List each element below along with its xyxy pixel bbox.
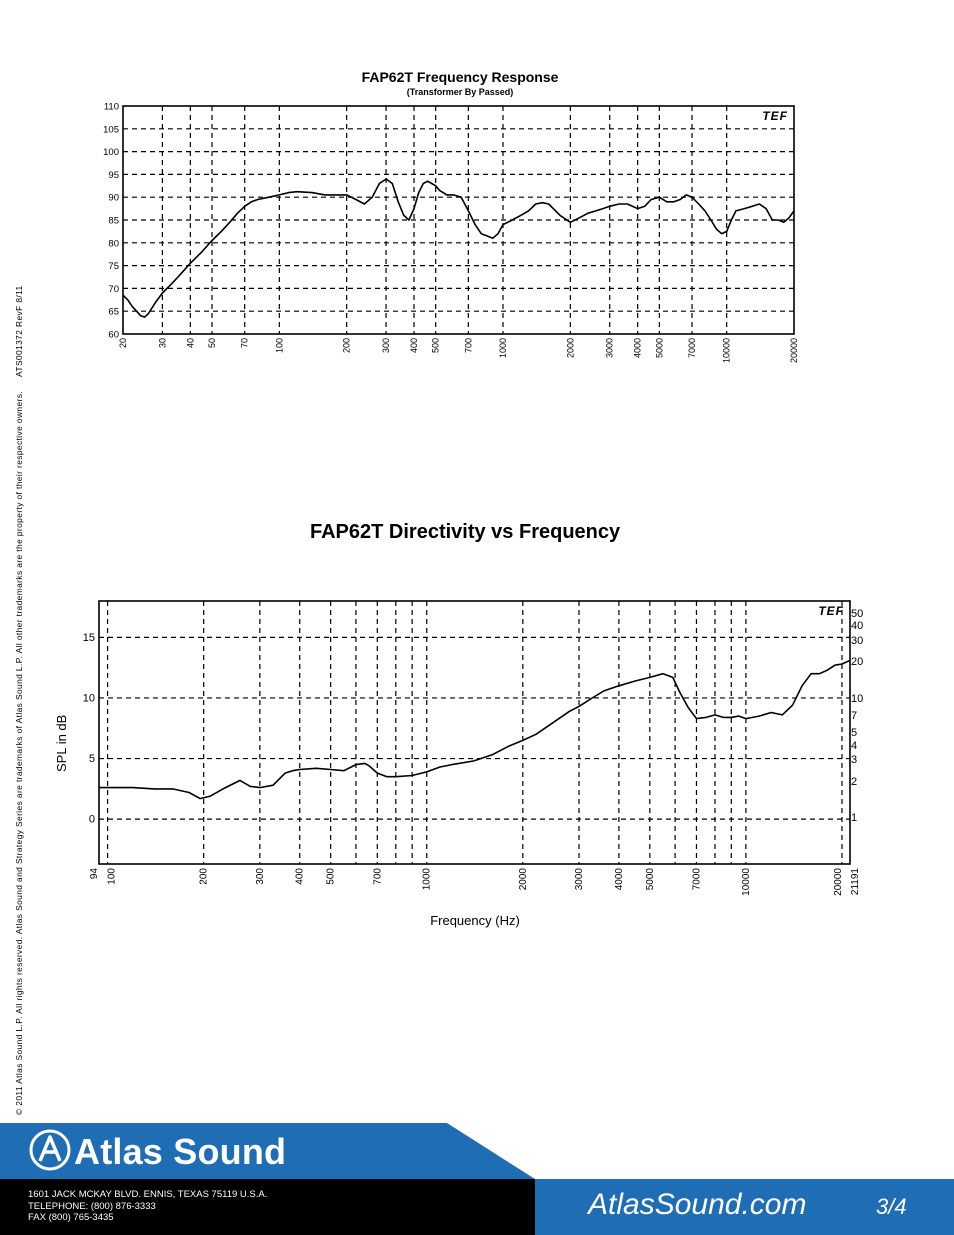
right-axis-label: 20 xyxy=(851,656,864,668)
x-tick-label: 1000 xyxy=(421,868,433,891)
right-axis-label: 50 xyxy=(851,608,864,620)
x-tick-label: 1000 xyxy=(498,337,509,359)
y-tick-label: 15 xyxy=(82,631,95,644)
x-tick-label: 400 xyxy=(408,338,419,354)
x-tick-label: 300 xyxy=(381,338,392,354)
x-tick-label: 2000 xyxy=(565,338,576,359)
right-axis-label: 7 xyxy=(851,710,858,722)
y-tick-label: 5 xyxy=(88,753,95,766)
series-line xyxy=(99,660,850,798)
right-axis-label: 4 xyxy=(851,740,858,752)
x-tick-label: 200 xyxy=(341,338,352,354)
right-axis-label: 30 xyxy=(851,635,864,647)
right-axis-label: 5 xyxy=(851,727,858,739)
x-tick-label: 94 xyxy=(89,868,100,880)
address-line-2: TELEPHONE: (800) 876-3333 xyxy=(28,1200,156,1212)
chart2-x-axis-label: Frequency (Hz) xyxy=(430,913,520,928)
x-tick-label: 10000 xyxy=(721,338,732,364)
right-axis-label: 3 xyxy=(851,754,858,766)
brand-name: Atlas Sound xyxy=(74,1131,287,1172)
x-tick-label: 20000 xyxy=(832,868,844,896)
x-tick-label: 3000 xyxy=(604,338,615,359)
right-axis-label: 2 xyxy=(851,776,858,788)
y-tick-label: 95 xyxy=(108,169,119,181)
x-tick-label: 700 xyxy=(372,868,384,885)
company-address xyxy=(28,1189,267,1224)
plot-frame xyxy=(99,601,850,864)
y-tick-label: 80 xyxy=(108,238,119,250)
right-axis-label: 40 xyxy=(851,620,864,632)
x-tick-label: 5000 xyxy=(644,868,656,891)
x-tick-label: 40 xyxy=(185,338,196,349)
x-tick-label: 400 xyxy=(294,868,306,885)
y-tick-label: 110 xyxy=(103,101,119,113)
x-tick-label: 200 xyxy=(198,868,210,885)
x-tick-label: 2000 xyxy=(517,868,529,891)
x-tick-label: 20 xyxy=(118,338,128,349)
page-number: 3/4 xyxy=(876,1194,907,1219)
x-tick-label: 10000 xyxy=(740,868,752,896)
x-tick-label: 7000 xyxy=(687,338,698,359)
y-tick-label: 70 xyxy=(108,283,119,295)
y-tick-label: 90 xyxy=(108,192,119,204)
tef-brand-mark: TEF xyxy=(818,604,844,618)
chart2-y-axis-label: SPL in dB xyxy=(54,714,69,772)
revision-code: ATS001372 RevF 8/11 xyxy=(14,285,24,377)
x-tick-label: 3000 xyxy=(574,868,586,891)
atlas-globe-logo-icon xyxy=(28,1128,72,1172)
x-tick-label: 500 xyxy=(430,338,441,354)
tef-brand-mark: TEF xyxy=(762,109,788,123)
x-tick-label: 100 xyxy=(106,868,118,885)
chart1-title: FAP62T Frequency Response xyxy=(361,69,559,85)
y-tick-label: 105 xyxy=(103,124,119,136)
right-axis-label: 10 xyxy=(851,693,864,705)
y-tick-label: 10 xyxy=(82,692,95,705)
x-tick-label: 700 xyxy=(463,338,474,354)
x-tick-label: 300 xyxy=(254,868,266,885)
x-tick-label: 30 xyxy=(157,338,168,349)
address-line-1: 1601 JACK MCKAY BLVD. ENNIS, TEXAS 75119 U.S.A. xyxy=(28,1189,268,1200)
address-line-3: FAX (800) 765-3435 xyxy=(28,1212,114,1223)
x-tick-label: 7000 xyxy=(691,868,703,891)
x-tick-label: 21191 xyxy=(850,868,861,896)
copyright-text: © 2011 Atlas Sound L.P. All rights reserved. Atlas Sound and Strategy Series are trademarks of Atlas Sound L.P. All other trademarks are the property of their respective owners. xyxy=(14,390,24,1115)
x-tick-label: 50 xyxy=(207,338,218,349)
x-tick-label: 100 xyxy=(274,338,285,354)
x-tick-label: 500 xyxy=(325,868,337,885)
chart2-title: FAP62T Directivity vs Frequency xyxy=(310,521,621,543)
right-axis-label: 1 xyxy=(851,812,858,824)
y-tick-label: 100 xyxy=(103,147,119,159)
x-tick-label: 70 xyxy=(239,338,250,349)
x-tick-label: 5000 xyxy=(654,338,665,359)
y-tick-label: 85 xyxy=(108,215,119,227)
y-tick-label: 0 xyxy=(88,813,95,826)
y-tick-label: 60 xyxy=(108,329,119,341)
x-tick-label: 4000 xyxy=(632,338,643,359)
y-tick-label: 75 xyxy=(108,261,119,273)
chart1-subtitle: (Transformer By Passed) xyxy=(406,87,514,97)
x-tick-label: 20000 xyxy=(789,338,799,364)
website-link[interactable]: AtlasSound.com xyxy=(588,1188,807,1221)
y-tick-label: 65 xyxy=(108,306,119,318)
x-tick-label: 4000 xyxy=(613,868,625,891)
